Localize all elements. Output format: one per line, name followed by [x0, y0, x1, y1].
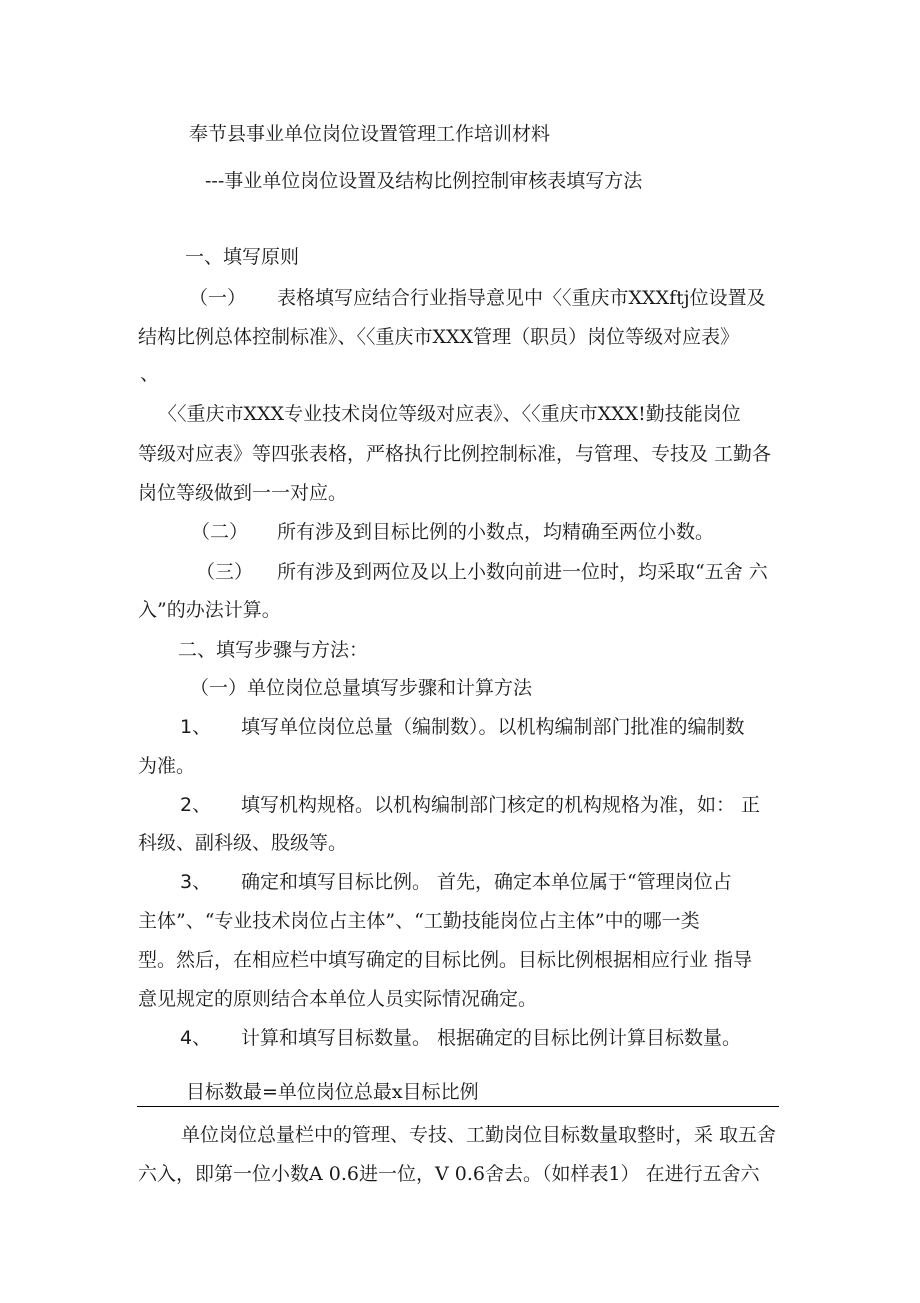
section-2-heading: 二、填写步骤与方法：: [178, 639, 369, 661]
para-3-line: 所有涉及到两位及以上小数向前进一位时，均采取“五舍 六: [277, 561, 768, 583]
para-1-line: 结构比例总体控制标准》、〈〈重庆市XXX管理（职员）岗位等级对应表》: [138, 326, 740, 348]
para-1-line: 岗位等级做到一一对应。: [138, 482, 348, 504]
document-title: 奉节县事业单位岗位设置管理工作培训材料: [189, 123, 551, 145]
document-subtitle: ---事业单位岗位设置及结构比例控制审核表填写方法: [205, 170, 643, 192]
para-3-line: 入”的办法计算。: [138, 599, 281, 621]
para-1-line: 等级对应表》等四张表格，严格执行比例控制标准，与管理、专技及 工勤各: [138, 443, 772, 465]
item-1-line: 填写单位岗位总量（编制数）。以机构编制部门批准的编制数: [241, 716, 745, 738]
para-1-number: （一）: [189, 287, 247, 309]
item-1-number: 1、: [180, 716, 212, 738]
item-2-number: 2、: [180, 794, 212, 816]
item-3-line: 型。然后，在相应栏中填写确定的目标比例。目标比例根据相应行业 指导: [138, 949, 753, 971]
closing-line: 六入，即第一位小数A 0.6进一位，V 0.6舍去。（如样表1） 在进行五舍六: [138, 1163, 760, 1185]
closing-line: 单位岗位总量栏中的管理、专技、工勤岗位目标数量取整时，采 取五舍: [181, 1124, 777, 1146]
section-1-heading: 一、填写原则: [185, 246, 300, 268]
item-4-line: 计算和填写目标数量。 根据确定的目标比例计算目标数量。: [241, 1027, 742, 1049]
para-1-line: 、: [140, 363, 160, 385]
item-3-line: 确定和填写目标比例。 首先，确定本单位属于“管理岗位占: [241, 871, 732, 893]
item-4-number: 4、: [180, 1027, 212, 1049]
para-2-number: （二）: [191, 521, 249, 543]
item-2-line: 填写机构规格。以机构编制部门核定的机构规格为准，如： 正: [241, 794, 761, 816]
item-2-line: 科级、副科级、股级等。: [138, 832, 348, 854]
para-2-text: 所有涉及到目标比例的小数点，均精确至两位小数。: [277, 521, 715, 543]
para-3-number: （三）: [196, 561, 254, 583]
para-1-line: 表格填写应结合行业指导意见中〈〈重庆市XXXftj位设置及: [277, 287, 766, 309]
item-3-number: 3、: [180, 871, 212, 893]
para-1-line: 〈〈重庆市XXX专业技术岗位等级对应表》、〈〈重庆市XXX!勤技能岗位: [158, 403, 741, 425]
formula: 目标数最=单位岗位总最x目标比例: [186, 1081, 479, 1103]
item-3-line: 主体”、“专业技术岗位占主体”、“工勤技能岗位占主体”中的哪一类: [138, 910, 700, 932]
item-1-line: 为准。: [138, 755, 196, 777]
subsection-heading: （一）单位岗位总量填写步骤和计算方法: [190, 677, 533, 699]
item-3-line: 意见规定的原则结合本单位人员实际情况确定。: [138, 988, 538, 1010]
formula-rule: [137, 1106, 779, 1107]
